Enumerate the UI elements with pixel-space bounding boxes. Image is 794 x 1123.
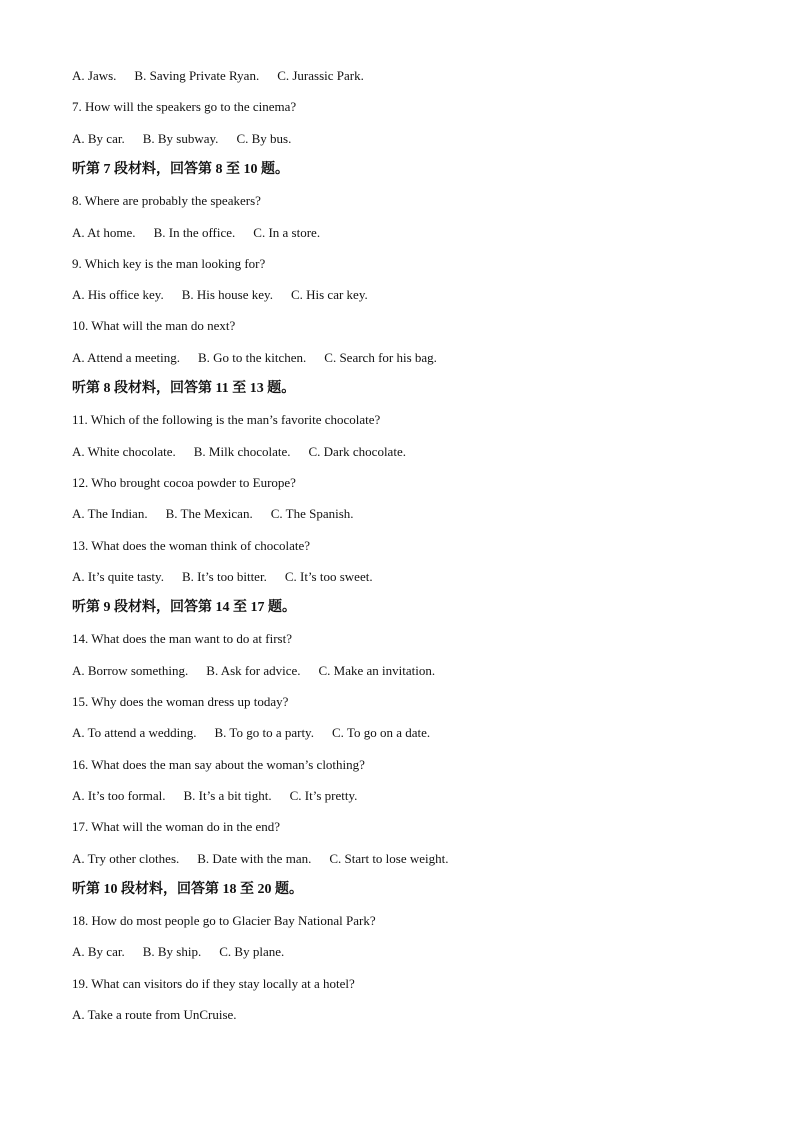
answer-option: B. By subway. [142,130,219,146]
answer-option: B. Saving Private Ryan. [134,68,260,83]
question-text: 7. How will the speakers go to the cinema? [72,99,297,115]
answer-option: A. Attend a meeting. [72,349,180,365]
question-text: 9. Which key is the man looking for? [72,255,266,271]
answer-option: C. Dark chocolate. [308,443,406,459]
section-heading: 听第 8 段材料，回答第 11 至 13 题。 [72,381,296,396]
answer-options [72,569,373,585]
answer-options [72,851,449,867]
answer-option: A. The Indian. [72,506,148,522]
answer-option: B. His house key. [181,287,273,303]
answer-options [72,68,364,84]
answer-options [72,225,320,241]
question-text: 8. Where are probably the speakers? [72,193,261,209]
answer-option: C. His car key. [290,287,368,303]
question-text: 19. What can visitors do if they stay locally at a hotel? [72,975,355,991]
answer-option: B. To go to a party. [214,725,314,741]
answer-option: C. In a store. [253,224,321,240]
answer-option: C. Make an invitation. [318,662,436,678]
answer-option: B. Milk chocolate. [193,443,291,459]
answer-options [72,287,368,303]
answer-option: C. Search for his bag. [324,349,437,365]
question-text: 10. What will the man do next? [72,318,236,334]
answer-option: C. Jurassic Park. [277,68,364,83]
answer-option: A. By car. [72,944,125,960]
question-text: 16. What does the man say about the woman’s clothing? [72,756,365,772]
answer-option: A. Jaws. [72,68,117,83]
answer-options [72,506,354,522]
question-text: 11. Which of the following is the man’s favorite chocolate? [72,412,381,428]
answer-option: A. Try other clothes. [72,850,180,866]
section-heading: 听第 7 段材料，回答第 8 至 10 题。 [72,161,289,177]
answer-option: C. Start to lose weight. [329,850,449,866]
question-text: 15. Why does the woman dress up today? [72,694,289,709]
answer-option: B. Date with the man. [197,850,312,866]
section-heading: 听第 10 段材料，回答第 18 至 20 题。 [72,881,303,897]
answer-option: B. The Mexican. [165,506,253,522]
answer-options [72,1007,237,1023]
question-text: 12. Who brought cocoa powder to Europe? [72,474,296,490]
answer-option: C. It’s pretty. [289,787,358,803]
answer-option: B. It’s a bit tight. [183,787,272,803]
answer-option: A. Take a route from UnCruise. [72,1007,237,1022]
answer-option: A. Borrow something. [72,662,189,678]
answer-option: B. In the office. [153,224,236,240]
answer-options [72,663,435,679]
answer-option: C. To go on a date. [331,725,431,741]
question-text: 14. What does the man want to do at first? [72,631,292,647]
answer-option: A. By car. [72,130,125,146]
answer-option: A. His office key. [72,287,164,303]
answer-option: C. It’s too sweet. [284,568,373,584]
answer-option: C. By plane. [219,944,285,960]
answer-option: B. It’s too bitter. [181,568,267,584]
question-text: 18. How do most people go to Glacier Bay National Park? [72,913,376,929]
answer-option: A. It’s quite tasty. [72,568,164,584]
answer-option: A. White chocolate. [72,443,176,459]
answer-option: B. Go to the kitchen. [197,349,307,365]
answer-option: C. By bus. [236,130,292,146]
answer-options [72,788,357,804]
answer-options [72,131,291,147]
answer-options [72,350,437,366]
question-text: 17. What will the woman do in the end? [72,819,281,835]
answer-option: A. It’s too formal. [72,787,166,803]
section-heading: 听第 9 段材料，回答第 14 至 17 题。 [72,600,296,616]
answer-option: B. Ask for advice. [206,662,301,678]
question-text: 13. What does the woman think of chocolate? [72,537,311,553]
answer-option: A. To attend a wedding. [72,725,197,741]
answer-option: A. At home. [72,224,136,240]
answer-options [72,944,284,960]
answer-options [72,725,430,741]
answer-option: C. The Spanish. [270,506,354,522]
answer-option: B. By ship. [142,944,202,960]
answer-options [72,444,406,460]
